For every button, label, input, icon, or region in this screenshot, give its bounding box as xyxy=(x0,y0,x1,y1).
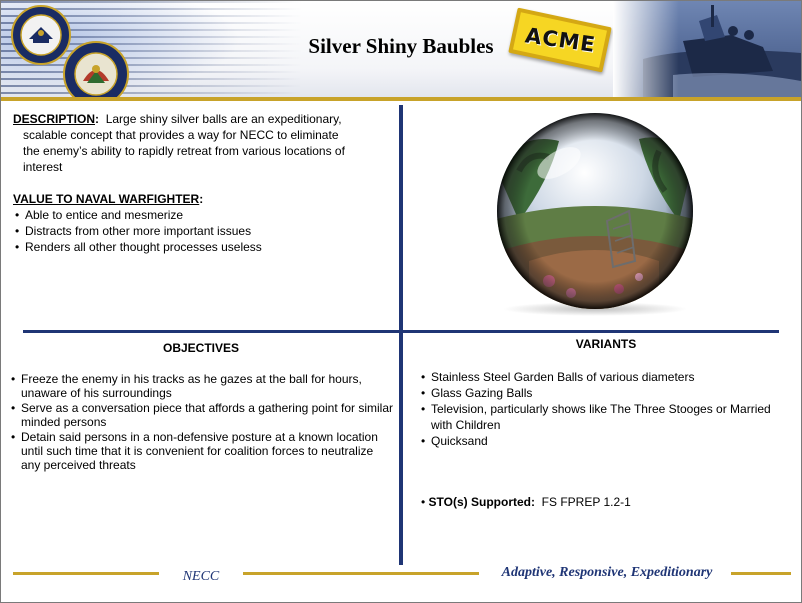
variant-item: • Quicksand xyxy=(421,433,781,449)
variants-heading: VARIANTS xyxy=(575,337,637,351)
variants-section xyxy=(421,369,781,449)
variant-item: • Television, particularly shows like The Three Stooges or Married with Children xyxy=(421,401,781,433)
footer-line-right xyxy=(731,572,791,575)
footer-necc: NECC xyxy=(182,569,220,584)
vertical-divider xyxy=(399,105,403,565)
objectives-section xyxy=(11,372,395,473)
sto-label: STO(s) Supported: xyxy=(428,495,535,509)
description-line-1: Large shiny silver balls are an expeditionary, xyxy=(105,112,342,126)
objectives-heading: OBJECTIVES xyxy=(162,341,240,355)
description-line-2: scalable concept that provides a way for NECC to eliminate xyxy=(23,128,339,142)
value-heading: VALUE TO NAVAL WARFIGHTER xyxy=(13,192,200,206)
variant-item: • Glass Gazing Balls xyxy=(421,385,781,401)
variant-item: • Stainless Steel Garden Balls of various diameters xyxy=(421,369,781,385)
acme-stamp xyxy=(508,8,611,73)
description-line-4: interest xyxy=(23,160,63,174)
value-section: VALUE TO NAVAL WARFIGHTER: • Able to entice and mesmerize • Distracts from other more important issues • Renders all other thought processes useless xyxy=(13,191,393,255)
variants-list xyxy=(421,369,781,449)
footer-line-middle xyxy=(243,572,479,575)
silver-ball-image xyxy=(489,111,701,317)
boat-photo xyxy=(613,1,801,97)
objective-item: • Freeze the enemy in his tracks as he gazes at the ball for hours, unaware of his surroundings xyxy=(11,372,395,400)
navy-seal-logo xyxy=(11,5,71,65)
description-section: DESCRIPTION: Large shiny silver balls are an expeditionary, scalable concept that provides a way for NECC to eliminate the enemy’s ability to rapidly retreat from various locations of interest xyxy=(13,111,391,175)
necc-seal-logo xyxy=(63,41,129,97)
value-item: • Distracts from other more important issues xyxy=(15,223,393,239)
value-item: • Renders all other thought processes useless xyxy=(15,239,393,255)
footer-tagline: Adaptive, Responsive, Expeditionary xyxy=(501,565,713,580)
value-list xyxy=(13,207,393,255)
page-title: Silver Shiny Baubles xyxy=(308,34,494,58)
objective-item: • Serve as a conversation piece that affords a gathering point for similar minded persons xyxy=(11,401,395,429)
description-line-3: the enemy’s ability to rapidly retreat from various locations of xyxy=(23,144,345,158)
description-heading: DESCRIPTION xyxy=(13,112,96,126)
sto-supported: • STO(s) Supported: FS FPREP 1.2-1 xyxy=(421,495,631,509)
objective-item: • Detain said persons in a non-defensive posture at a known location until such time that it is convenient for coalition forces to neutralize any perceived threats xyxy=(11,430,395,472)
acme-stamp-text: ACME xyxy=(523,23,597,57)
horizontal-divider xyxy=(23,330,779,333)
header-banner xyxy=(1,1,801,97)
objectives-list xyxy=(11,372,395,472)
value-item: • Able to entice and mesmerize xyxy=(15,207,393,223)
header-divider xyxy=(1,97,801,101)
sto-value: FS FPREP 1.2-1 xyxy=(541,495,631,509)
footer-line-left xyxy=(13,572,159,575)
